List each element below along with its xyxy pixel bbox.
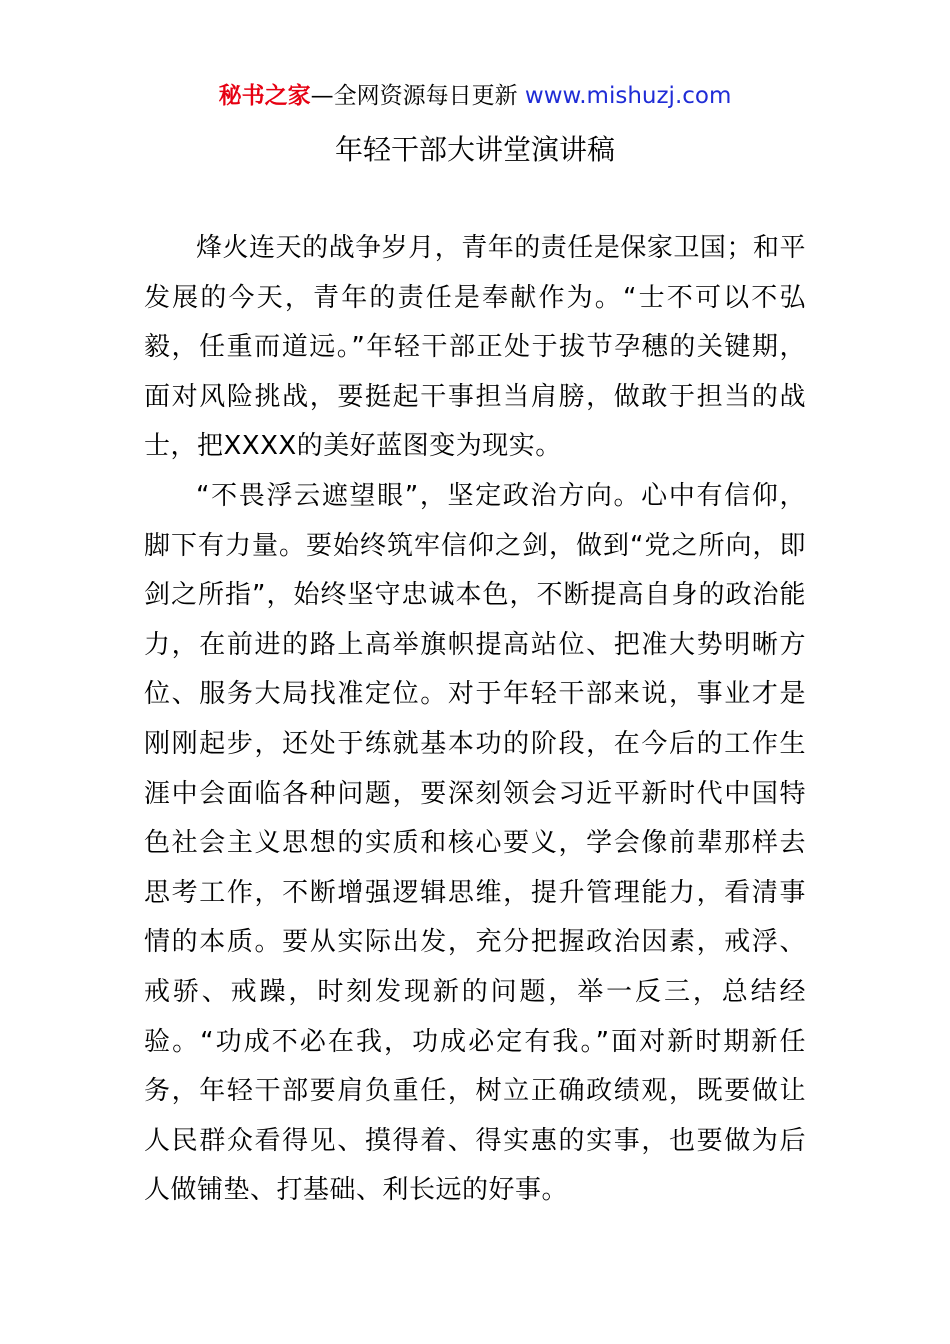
- site-tagline: —全网资源每日更新: [310, 83, 518, 109]
- paragraph-1: 烽火连天的战争岁月，青年的责任是保家卫国；和平发展的今天，青年的责任是奉献作为。“士不可以不弘毅，任重而道远。”年轻干部正处于拔节孕穗的关键期，面对风险挑战，要挺起干事担当肩膀，做敢于担当的战士，把XXXX的美好蓝图变为现实。: [144, 233, 806, 462]
- site-url-link[interactable]: www.mishuzj.com: [524, 83, 732, 109]
- document-body: [144, 224, 806, 1216]
- document-title: 年轻干部大讲堂演讲稿: [334, 133, 615, 166]
- site-header: [0, 80, 950, 112]
- site-brand: 秘书之家: [218, 83, 311, 109]
- paragraph-2: “不畏浮云遮望眼”，坚定政治方向。心中有信仰，脚下有力量。要始终筑牢信仰之剑，做到“党之所向，即剑之所指”，始终坚守忠诚本色，不断提高自身的政治能力，在前进的路上高举旗帜提高站位、把准大势明晰方位、服务大局找准定位。对于年轻干部来说，事业才是刚刚起步，还处于练就基本功的阶段，在今后的工作生涯中会面临各种问题，要深刻领会习近平新时代中国特色社会主义思想的实质和核心要义，学会像前辈那样去思考工作，不断增强逻辑思维，提升管理能力，看清事情的本质。要从实际出发，充分把握政治因素，戒浮、戒骄、戒躁，时刻发现新的问题，举一反三，总结经验。“功成不必在我，功成必定有我。”面对新时期新任务，年轻干部要肩负重任，树立正确政绩观，既要做让人民群众看得见、摸得着、得实惠的实事，也要做为后人做铺垫、打基础、利长远的好事。: [144, 480, 806, 1206]
